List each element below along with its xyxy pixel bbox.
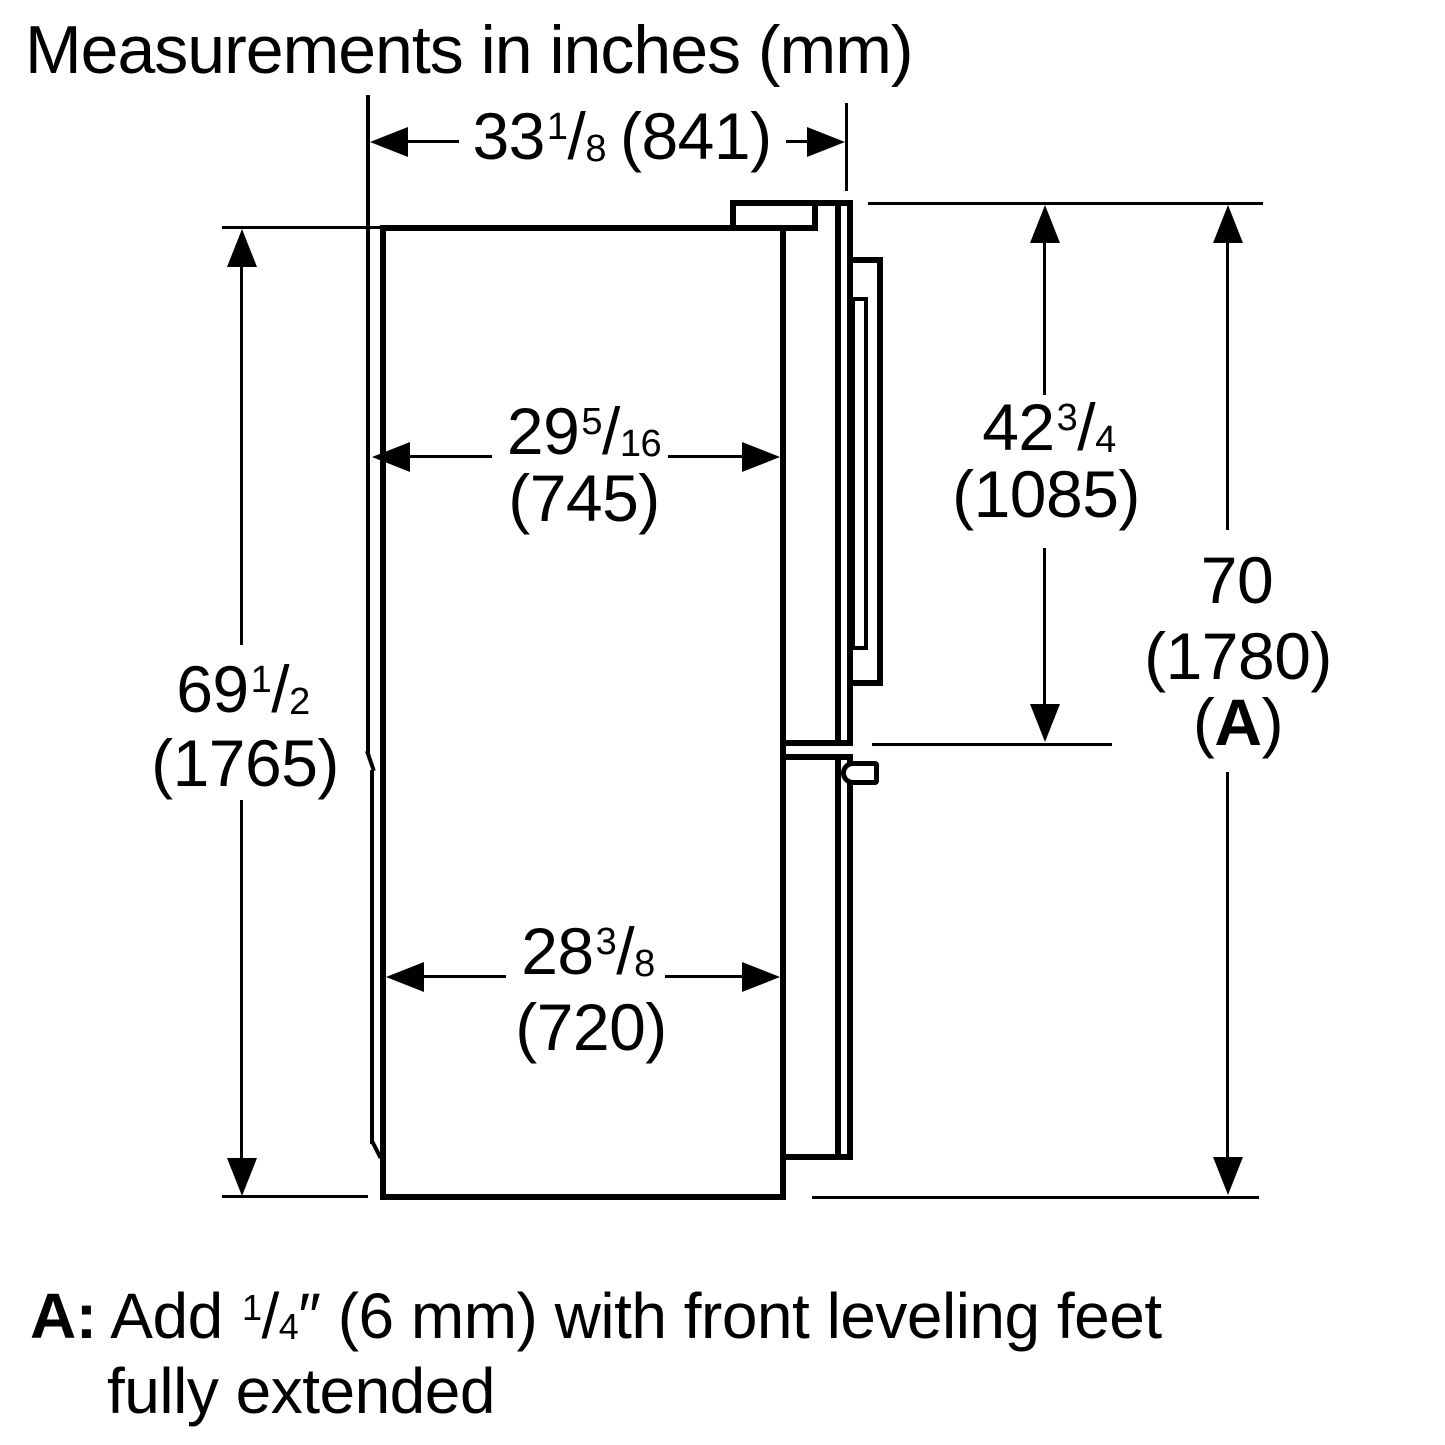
dim-value: 33 <box>472 99 545 173</box>
ext-line-width-right <box>845 103 848 191</box>
arrow-right-icon <box>742 962 780 992</box>
rear-profile-jog-line <box>365 750 376 771</box>
inch-prime-mark: ″ <box>298 1280 321 1352</box>
dim-height-cabinet-label <box>176 652 310 726</box>
upper-handle-recess <box>851 297 868 650</box>
arrow-right-icon <box>742 442 780 472</box>
dim-depth-lower-mm: (720) <box>515 990 667 1064</box>
dim-total-shaft-top <box>1226 240 1229 530</box>
cabinet-left-line <box>380 225 386 1200</box>
dim-value: 69 <box>176 652 249 726</box>
paren-close: ) <box>1261 685 1284 759</box>
footnote-ref-label: A: <box>30 1280 97 1352</box>
upper-handle-bottom-line <box>847 680 883 686</box>
upper-door-back-line <box>835 200 841 746</box>
lower-door-top-line <box>780 754 853 760</box>
dim-total-height-ref <box>1192 685 1284 759</box>
fraction-numerator: 3 <box>1056 397 1078 439</box>
rear-profile-upper-line <box>366 95 370 754</box>
fraction-numerator: 3 <box>595 921 617 963</box>
arrow-up-icon <box>227 229 257 267</box>
dim-width-overall-label <box>472 99 772 173</box>
cabinet-bottom-line <box>380 1194 786 1200</box>
lower-door-handle <box>841 761 879 785</box>
dim-depth-cabinet-mm: (745) <box>508 461 660 535</box>
lower-door-bottom-line <box>780 1154 851 1160</box>
hinge-cover-right-line <box>812 200 818 231</box>
ext-line-door-bottom <box>872 743 1112 746</box>
dim-value-mm: (841) <box>619 99 772 173</box>
fraction-slash: / <box>261 1280 279 1352</box>
dim-depth-lower-shaft-right <box>665 975 746 978</box>
dim-door-height-label <box>982 390 1116 464</box>
arrow-down-icon <box>227 1158 257 1196</box>
dim-door-shaft-bottom <box>1043 548 1046 708</box>
dim-total-shaft-bottom <box>1226 772 1229 1160</box>
arrow-up-icon <box>1213 205 1243 243</box>
dim-height-cabinet-mm: (1765) <box>151 726 339 800</box>
dim-height-shaft-top <box>240 260 243 645</box>
fraction-numerator: 1 <box>241 1287 262 1328</box>
upper-door-bottom-line <box>780 740 853 746</box>
footnote-line1 <box>30 1280 1162 1352</box>
dim-depth-lower-shaft-left <box>420 975 506 978</box>
arrow-up-icon <box>1030 205 1060 243</box>
dim-width-shaft-left <box>403 140 459 143</box>
fraction-slash: / <box>601 394 620 468</box>
arrow-down-icon <box>1213 1157 1243 1195</box>
fraction-slash: / <box>567 99 586 173</box>
dim-depth-lower-label <box>521 914 655 988</box>
ext-line-top-right <box>868 202 1263 205</box>
fraction-numerator: 1 <box>546 106 568 148</box>
lower-door-front-line <box>847 754 853 1160</box>
dim-value: 28 <box>521 914 594 988</box>
dim-total-height-label: 70 <box>1200 543 1274 617</box>
fraction-numerator: 1 <box>250 659 272 701</box>
lower-door-back-line <box>835 754 841 1160</box>
upper-handle-front-line <box>877 257 883 686</box>
paren-open: ( <box>1192 685 1215 759</box>
arrow-left-icon <box>372 442 410 472</box>
footnote-line2: fully extended <box>107 1355 495 1427</box>
rear-profile-lower-line <box>370 770 374 1144</box>
fraction-denominator: 4 <box>278 1306 299 1347</box>
dim-value: 42 <box>982 390 1055 464</box>
dim-height-shaft-bottom <box>240 800 243 1162</box>
fraction-slash: / <box>616 914 635 988</box>
ext-line-total-bottom <box>812 1196 1259 1199</box>
dim-total-height-mm: (1780) <box>1144 619 1332 693</box>
fraction-denominator: 4 <box>1095 419 1116 461</box>
cabinet-front-line <box>780 225 786 1200</box>
dim-door-shaft-top <box>1043 240 1046 395</box>
fraction-numerator: 5 <box>581 401 602 443</box>
footnote-text: Add <box>110 1280 240 1352</box>
dim-depth-cabinet-label <box>506 394 662 468</box>
fraction-slash: / <box>271 652 290 726</box>
arrow-left-icon <box>370 127 408 157</box>
arrow-down-icon <box>1030 704 1060 742</box>
dim-depth-shaft-left <box>404 455 492 458</box>
fraction-denominator: 2 <box>289 681 310 723</box>
fraction-denominator: 16 <box>619 423 662 465</box>
page-title: Measurements in inches (mm) <box>25 12 913 88</box>
cabinet-top-line <box>380 225 818 231</box>
dim-depth-shaft-right <box>668 455 746 458</box>
dim-value: 29 <box>506 394 580 468</box>
footnote-text: (6 mm) with front leveling feet <box>320 1280 1162 1352</box>
arrow-right-icon <box>807 127 845 157</box>
ref-letter-a: A <box>1214 685 1262 759</box>
fraction-slash: / <box>1077 390 1096 464</box>
arrow-left-icon <box>386 962 424 992</box>
fraction-denominator: 8 <box>585 128 606 170</box>
fraction-denominator: 8 <box>634 943 655 985</box>
dim-door-height-mm: (1085) <box>952 457 1140 531</box>
